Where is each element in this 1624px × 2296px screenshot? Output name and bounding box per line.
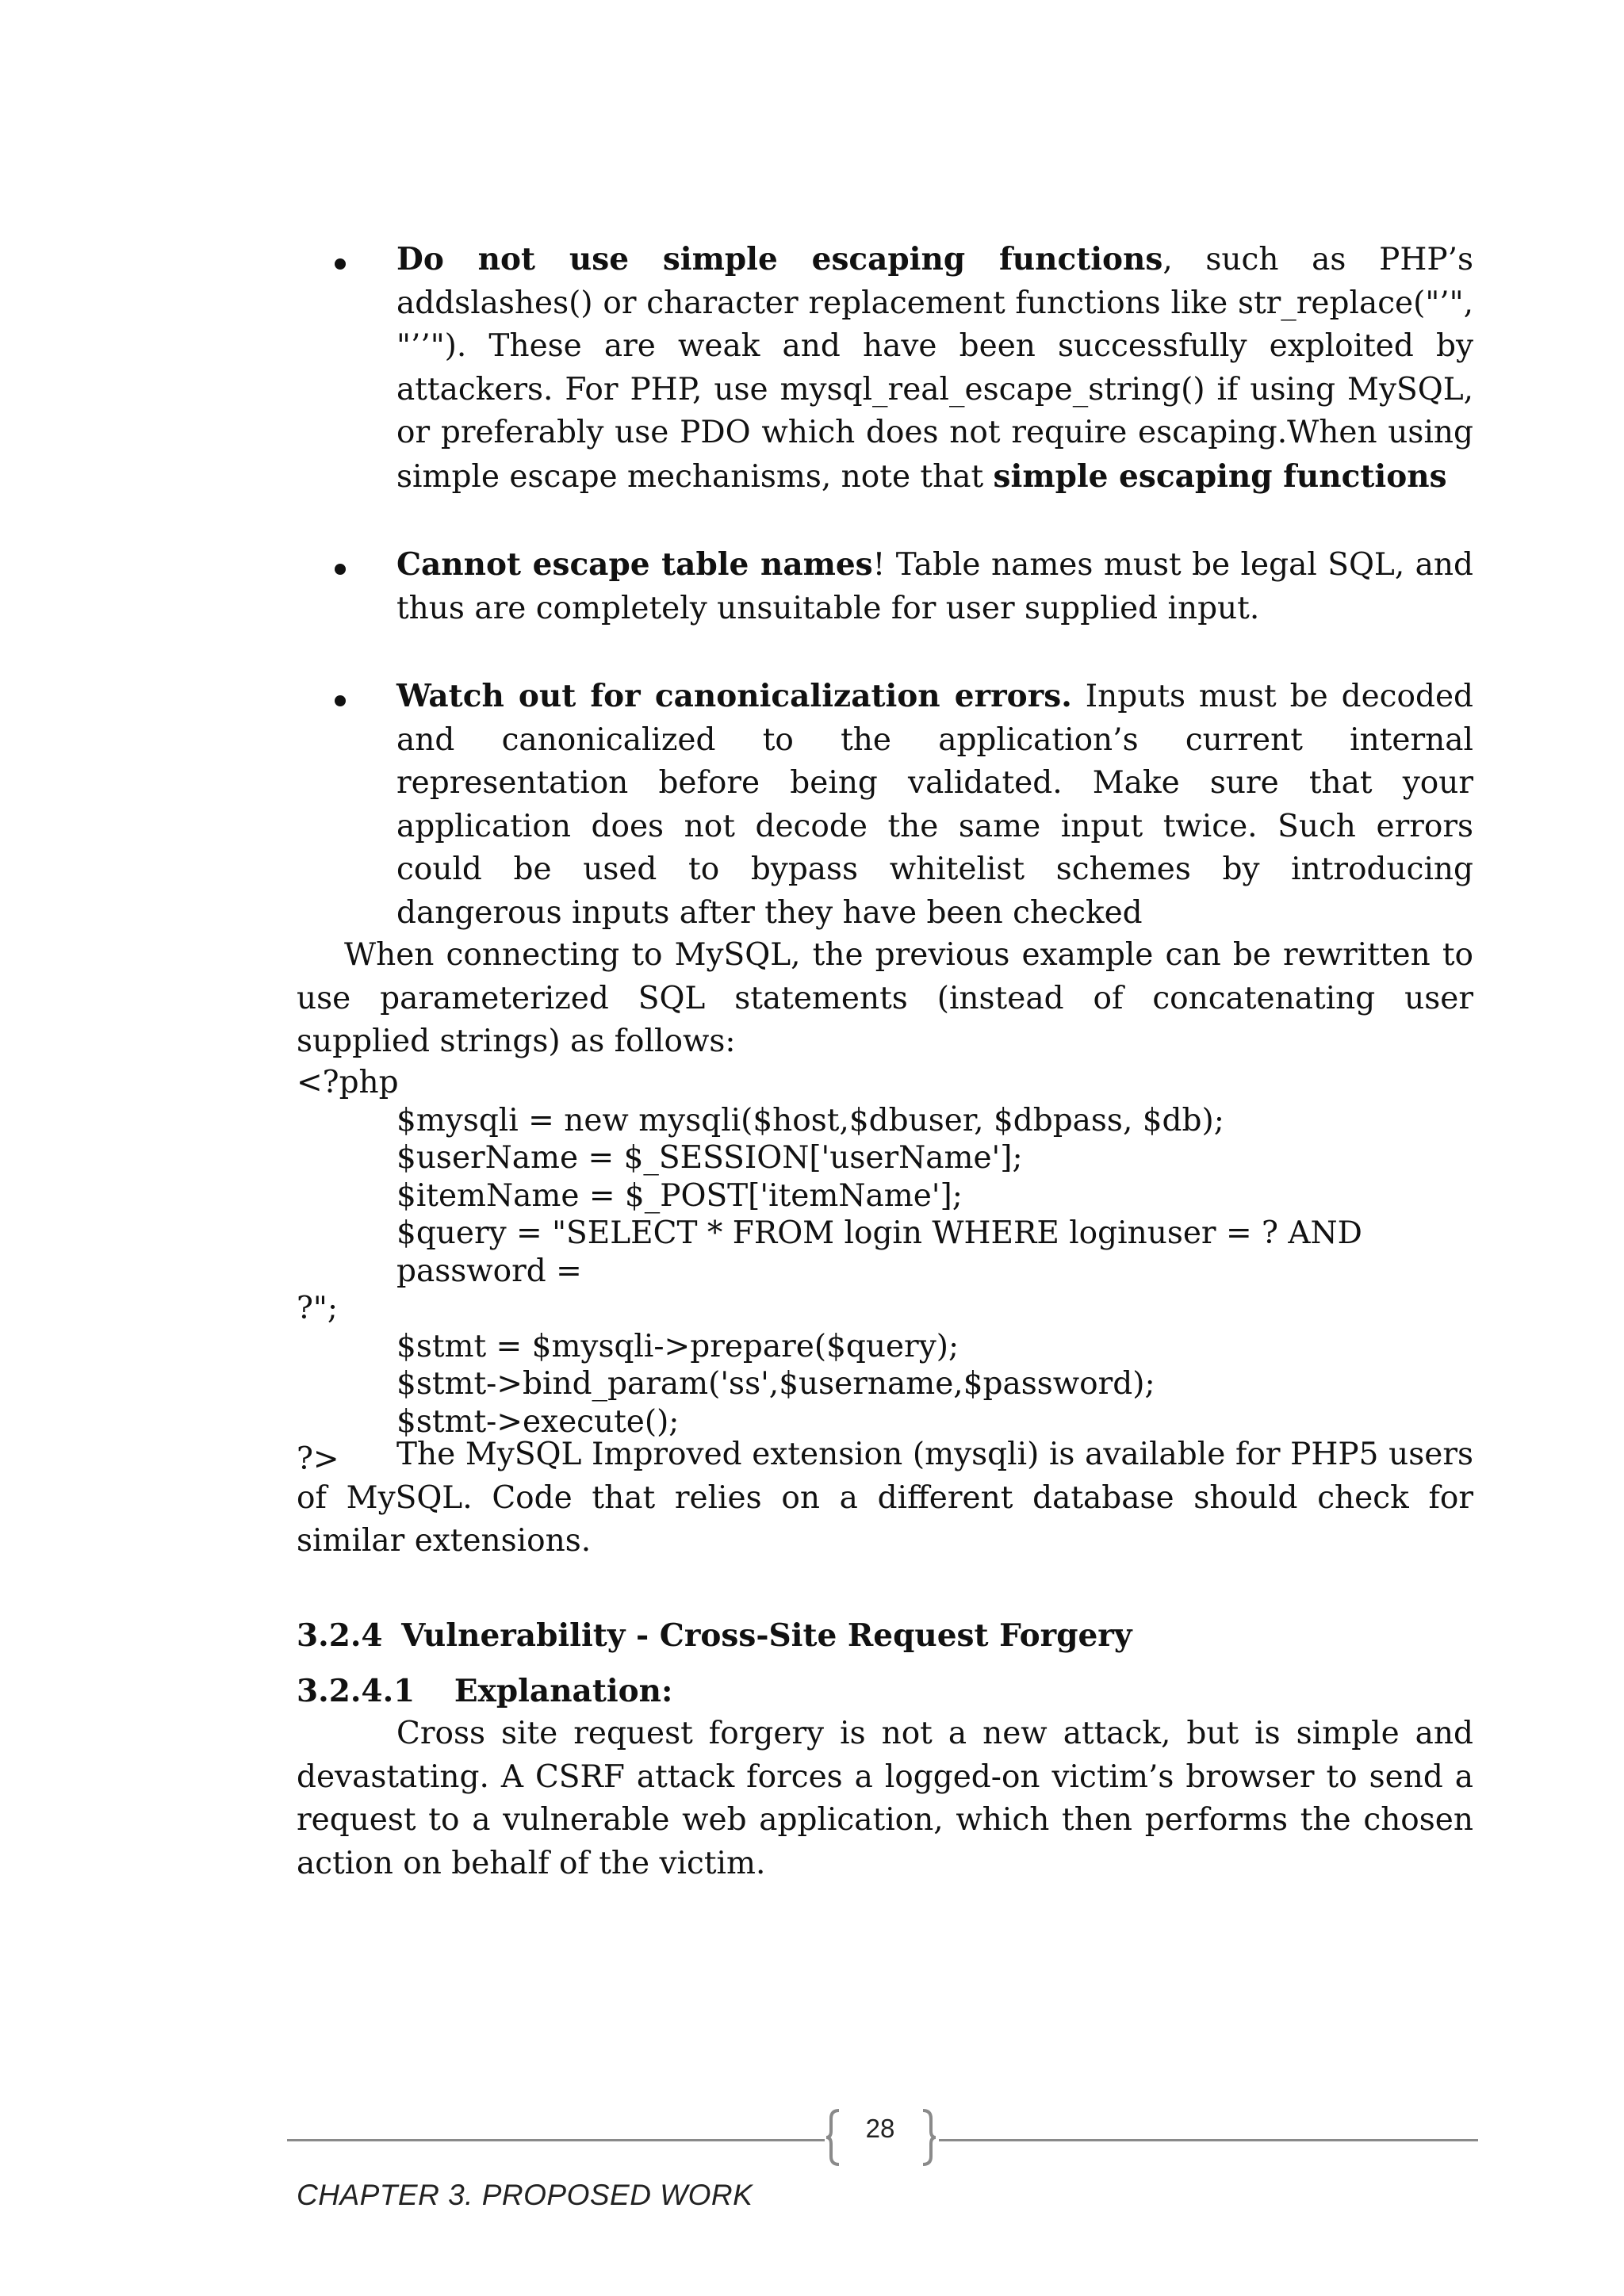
- chapter-footer: CHAPTER 3. PROPOSED WORK: [297, 2179, 753, 2211]
- after-code-paragraph: The MySQL Improved extension (mysqli) is available for PHP5 users of MySQL. Code that relies on a different database should check for similar extensions.: [297, 1437, 1473, 1559]
- footer-rule-left: [287, 2139, 825, 2141]
- bullet-item-escaping: [339, 238, 1473, 499]
- bullet-text: ! Table names must be legal SQL, and thus are completely unsuitable for user supplied input.: [396, 547, 1474, 626]
- bullet-list: [339, 238, 1473, 935]
- code-open-tag: <?php: [297, 1065, 399, 1100]
- bullet-text: , such as PHP’s addslashes() or character replacement functions like str_replace("’", "’’"). These are weak and have been successfully exploited by attackers. For PHP, use mysql_real_escape_string() if using MySQL, or preferably use PDO which does not require escaping.When using simple escape mechanisms, note that: [396, 242, 1473, 495]
- section-number: 3.2.4: [297, 1617, 383, 1654]
- code-line: $userName = $_SESSION['userName'];: [396, 1140, 1023, 1176]
- bullet-icon: [335, 695, 346, 706]
- bullet-icon: [335, 564, 346, 575]
- code-line: $stmt->bind_param('ss',$username,$password);: [396, 1366, 1155, 1402]
- subsection-number: 3.2.4.1: [297, 1673, 416, 1709]
- intro-paragraph: When connecting to MySQL, the previous example can be rewritten to use parameterized SQL statements (instead of concatenating user supplied strings) as follows:: [297, 937, 1473, 1059]
- section-title: Vulnerability - Cross-Site Request Forgery: [401, 1617, 1132, 1654]
- code-line: $stmt = $mysqli->prepare($query);: [396, 1328, 959, 1364]
- bullet-icon: [335, 258, 346, 270]
- code-line-wrap: ?";: [297, 1291, 338, 1326]
- footer-rule-right: [939, 2139, 1478, 2141]
- code-line: $itemName = $_POST['itemName'];: [396, 1177, 963, 1214]
- page-number: 28: [865, 2114, 895, 2143]
- left-brace-icon: [825, 2109, 842, 2166]
- bullet-text: Inputs must be decoded and canonicalized to the application’s current internal representation before being validated. Make sure that your application does not decode the same input twice. Such errors could be used to bypass whitelist schemes by introducing dangerous inputs after they have been checked: [396, 679, 1473, 931]
- bullet-bold-end: simple escaping functions: [993, 457, 1447, 495]
- bullet-item-canonicalization: [339, 675, 1473, 935]
- right-brace-icon: [920, 2109, 937, 2166]
- section-heading: [297, 1617, 1132, 1654]
- bullet-bold-lead: Cannot escape table names: [396, 546, 873, 583]
- code-block: [297, 1064, 1473, 1479]
- code-line: $mysqli = new mysqli($host,$dbuser, $dbpass, $db);: [396, 1102, 1224, 1138]
- code-line: $stmt->execute();: [396, 1403, 680, 1440]
- bullet-bold-lead: Watch out for canonicalization errors.: [396, 678, 1072, 714]
- bullet-item-table-names: [339, 543, 1473, 630]
- code-close-tag: ?>: [297, 1441, 339, 1477]
- code-line: $query = "SELECT * FROM login WHERE loginuser = ? AND password =: [396, 1215, 1362, 1289]
- subsection-heading: [297, 1673, 672, 1709]
- bullet-bold-lead: Do not use simple escaping functions: [396, 241, 1163, 277]
- subsection-title: Explanation:: [454, 1673, 673, 1709]
- explanation-paragraph: Cross site request forgery is not a new attack, but is simple and devastating. A CSRF attack forces a logged-on victim’s browser to send a request to a vulnerable web application, which then performs the chosen action on behalf of the victim.: [297, 1716, 1473, 1881]
